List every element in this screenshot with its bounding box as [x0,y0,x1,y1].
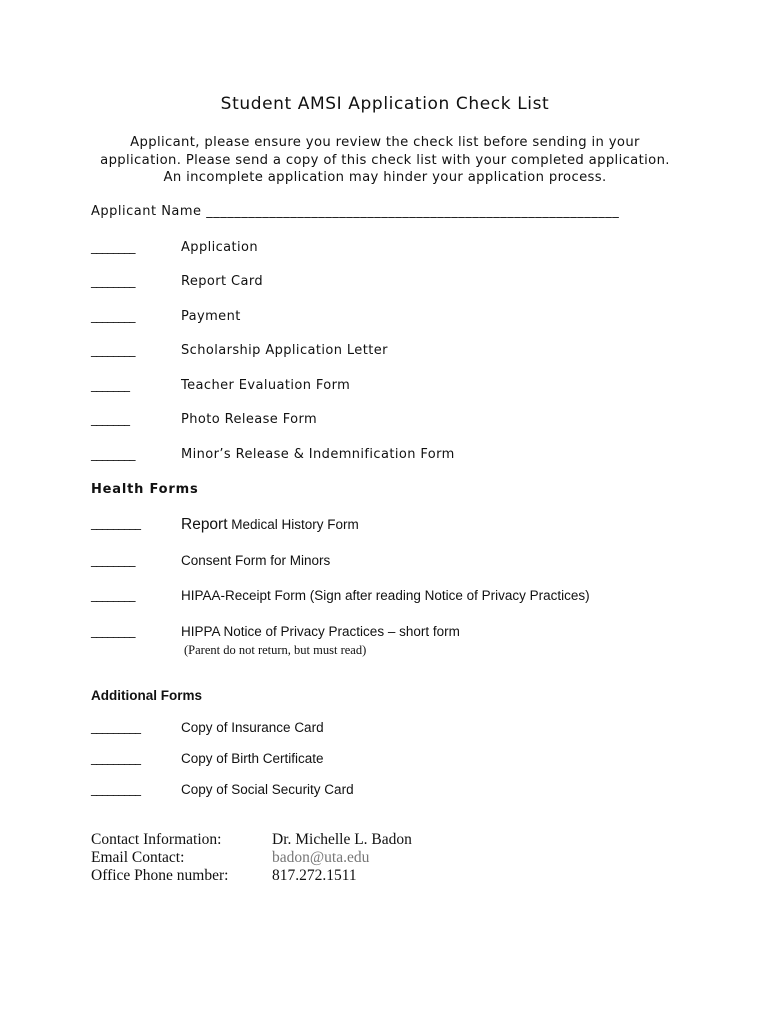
contact-name: Dr. Michelle L. Badon [272,831,412,848]
checklist-label: Teacher Evaluation Form [181,378,351,393]
intro-line: application. Please send a copy of this check list with your completed application. [100,152,670,168]
email-label: Email Contact: [91,849,185,866]
check-blank[interactable]: ________ [91,309,135,323]
additional-forms-heading: Additional Forms [91,688,202,703]
additional-form-label: Copy of Insurance Card [181,720,324,735]
health-form-label: Consent Form for Minors [181,553,331,568]
health-forms-heading: Health Forms [91,482,199,497]
page-title: Student AMSI Application Check List [220,94,550,114]
intro-line: Applicant, please ensure you review the check list before sending in your [130,135,640,150]
checklist-label: Photo Release Form [181,412,318,427]
check-blank[interactable]: ________ [91,447,135,461]
check-blank[interactable]: _________ [91,516,141,530]
label-rest: Medical History Form [227,517,359,532]
contact-info-label: Contact Information: [91,831,222,848]
check-blank[interactable]: _______ [91,378,130,392]
check-blank[interactable]: ________ [91,588,135,602]
applicant-name-field[interactable]: Applicant Name ___________________________________________________________ [91,204,620,219]
health-form-label [181,516,359,534]
additional-form-label: Copy of Birth Certificate [181,751,324,766]
check-blank[interactable]: _________ [91,751,141,765]
checklist-label: Payment [181,309,241,324]
check-blank[interactable]: ________ [91,553,135,567]
check-blank[interactable]: ________ [91,624,135,638]
checklist-label: Minor’s Release & Indemnification Form [181,447,455,462]
health-form-label: HIPPA Notice of Privacy Practices – short form [181,624,460,639]
phone-label: Office Phone number: [91,867,229,884]
health-form-label: HIPAA-Receipt Form (Sign after reading Notice of Privacy Practices) [181,588,590,603]
email-link[interactable]: badon@uta.edu [272,849,370,866]
checklist-label: Application [181,240,259,255]
intro-paragraph [60,134,710,187]
privacy-note: (Parent do not return, but must read) [184,643,367,657]
label-prefix: Report [181,516,228,533]
check-blank[interactable]: _________ [91,782,141,796]
check-blank[interactable]: ________ [91,343,135,357]
intro-line: An incomplete application may hinder your application process. [163,170,607,185]
additional-form-label: Copy of Social Security Card [181,782,354,797]
checklist-label: Report Card [181,274,264,289]
checklist-label: Scholarship Application Letter [181,343,388,358]
phone-number: 817.272.1511 [272,867,357,884]
check-blank[interactable]: _________ [91,720,141,734]
check-blank[interactable]: ________ [91,240,135,254]
check-blank[interactable]: ________ [91,274,135,288]
check-blank[interactable]: _______ [91,412,130,426]
